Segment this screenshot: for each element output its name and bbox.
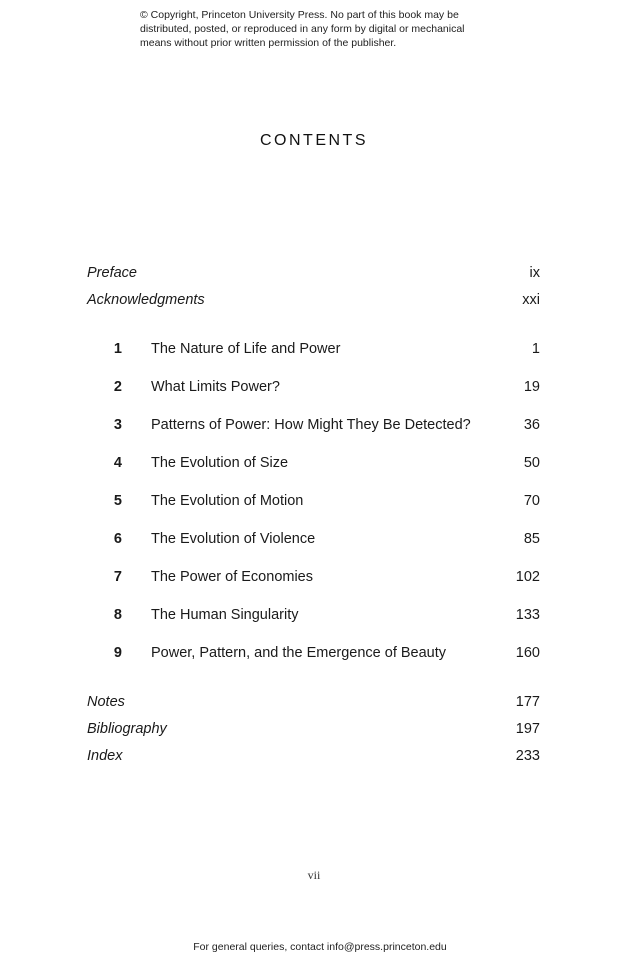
chapter-page: 85 — [523, 531, 540, 547]
chapter-number: 8 — [113, 607, 122, 623]
page-number: vii — [307, 868, 321, 882]
chapter-page: 160 — [515, 645, 540, 661]
chapter-title: The Evolution of Motion — [151, 493, 304, 509]
chapter-title: Patterns of Power: How Might They Be Detected? — [151, 417, 471, 433]
toc-entry-title: Bibliography — [87, 721, 167, 737]
chapter-number: 5 — [113, 493, 122, 509]
toc-entry-title: Preface — [87, 265, 137, 281]
chapter-page: 36 — [523, 417, 540, 433]
copyright-line: © Copyright, Princeton University Press. No part of this book may be — [140, 9, 459, 21]
toc-chapter-6[interactable] — [87, 528, 540, 550]
toc-entry-notes[interactable] — [87, 691, 540, 713]
toc-entry-index[interactable] — [87, 745, 540, 767]
chapter-page: 50 — [523, 455, 540, 471]
chapter-number: 2 — [113, 379, 122, 395]
toc-chapter-7[interactable] — [87, 566, 540, 588]
chapter-page: 19 — [523, 379, 540, 395]
chapter-number: 4 — [113, 455, 122, 471]
chapter-number: 6 — [113, 531, 122, 547]
toc-entry-title: Index — [87, 748, 123, 764]
chapter-title: The Human Singularity — [151, 607, 299, 623]
toc-entry-page: ix — [529, 265, 540, 281]
chapter-number: 7 — [113, 569, 122, 585]
chapter-title: What Limits Power? — [151, 379, 280, 395]
chapter-number: 1 — [113, 341, 122, 357]
chapter-number: 9 — [113, 645, 122, 661]
chapter-title: The Evolution of Violence — [151, 531, 316, 547]
chapter-title: The Nature of Life and Power — [151, 341, 341, 357]
toc-entry-acknowledgments[interactable] — [87, 289, 540, 311]
contents-heading: CONTENTS — [260, 132, 368, 149]
copyright-line: means without prior written permission of the publisher. — [140, 37, 397, 49]
toc-chapter-4[interactable] — [87, 452, 540, 474]
chapter-title: Power, Pattern, and the Emergence of Beauty — [151, 645, 447, 661]
toc-chapter-5[interactable] — [87, 490, 540, 512]
contact-footer: For general queries, contact info@press.princeton.edu — [193, 941, 447, 953]
toc-chapter-2[interactable] — [87, 376, 540, 398]
toc-entry-page: 233 — [515, 748, 540, 764]
chapter-page: 1 — [531, 341, 540, 357]
toc-entry-page: 177 — [515, 694, 540, 710]
toc-entry-title: Acknowledgments — [87, 292, 205, 308]
toc-chapter-9[interactable] — [87, 642, 540, 664]
copyright-notice — [140, 8, 520, 50]
chapter-title: The Power of Economies — [151, 569, 313, 585]
chapter-page: 133 — [515, 607, 540, 623]
chapter-page: 102 — [515, 569, 540, 585]
toc-entry-title: Notes — [87, 694, 125, 710]
toc-entry-page: xxi — [522, 292, 540, 308]
toc-entry-bibliography[interactable] — [87, 718, 540, 740]
chapter-title: The Evolution of Size — [151, 455, 289, 471]
toc-chapter-8[interactable] — [87, 604, 540, 626]
toc-entry-page: 197 — [515, 721, 540, 737]
toc-entry-preface[interactable] — [87, 262, 540, 284]
toc-chapter-1[interactable] — [87, 338, 540, 360]
chapter-number: 3 — [113, 417, 122, 433]
toc-chapter-3[interactable] — [87, 414, 540, 436]
chapter-page: 70 — [523, 493, 540, 509]
copyright-line: distributed, posted, or reproduced in any form by digital or mechanical — [140, 23, 465, 35]
